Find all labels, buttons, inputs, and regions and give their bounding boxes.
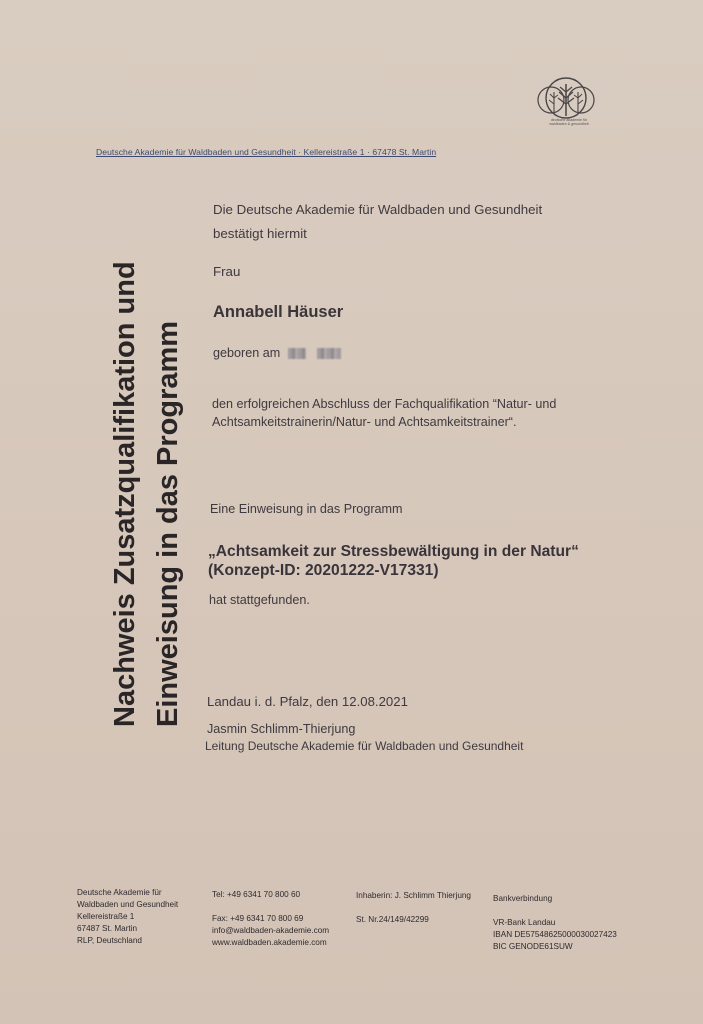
issuer-line2: bestätigt hiermit <box>213 226 307 241</box>
footer-bank-details <box>493 917 617 953</box>
program-intro: Eine Einweisung in das Programm <box>210 502 403 516</box>
salutation: Frau <box>213 264 241 279</box>
footer-fax: Fax: +49 6341 70 800 69 <box>212 914 304 923</box>
footer-address-line: Waldbaden und Gesundheit <box>77 900 179 909</box>
issuer-line1: Die Deutsche Akademie für Waldbaden und Gesundheit <box>213 202 543 217</box>
footer-iban: IBAN DE57548625000030027423 <box>493 930 617 939</box>
redacted-day <box>288 348 306 359</box>
signer-role: Leitung Deutsche Akademie für Waldbaden und Gesundheit <box>205 739 524 753</box>
program-title: „Achtsamkeit zur Stressbewältigung in der Natur“ <box>208 543 579 560</box>
logo-caption: deutsche akademie für waldbaden & gesundheit <box>549 118 589 126</box>
footer-owner: Inhaberin: J. Schlimm Thierjung <box>356 891 471 900</box>
program-outcome: hat stattgefunden. <box>209 593 310 607</box>
footer-email-link[interactable]: info@waldbaden-akademie.com <box>212 926 330 935</box>
footer-contact <box>212 913 329 949</box>
redacted-year <box>317 348 341 359</box>
vertical-title-line2: Einweisung in das Programm <box>152 320 184 727</box>
footer-address-line: RLP, Deutschland <box>77 936 142 945</box>
footer-phone: Tel: +49 6341 70 800 60 <box>212 890 301 899</box>
footer-tax-number: St. Nr.24/149/42299 <box>356 915 429 924</box>
footer-website-link[interactable]: www.waldbaden.akademie.com <box>212 938 327 947</box>
recipient-name: Annabell Häuser <box>213 303 344 321</box>
program-id: (Konzept-ID: 20201222-V17331) <box>208 562 439 579</box>
footer-address <box>77 887 178 947</box>
sender-address-line: Deutsche Akademie für Waldbaden und Gesundheit · Kellereistraße 1 · 67478 St. Martin <box>96 147 437 157</box>
vertical-title <box>104 207 190 727</box>
footer-bic: BIC GENODE61SUW <box>493 942 573 951</box>
footer-address-line: 67487 St. Martin <box>77 924 138 933</box>
completion-line2: Achtsamkeitstrainerin/Natur- und Achtsamkeitstrainer“. <box>212 415 517 429</box>
birth-date-row <box>213 346 341 360</box>
vertical-title-line1: Nachweis Zusatzqualifikation und <box>109 261 141 727</box>
place-date: Landau i. d. Pfalz, den 12.08.2021 <box>207 694 408 709</box>
completion-line1: den erfolgreichen Abschluss der Fachqualifikation “Natur- und <box>212 397 557 411</box>
signer-name: Jasmin Schlimm-Thierjung <box>207 722 356 736</box>
footer-bank-name: VR-Bank Landau <box>493 918 556 927</box>
footer-address-line: Deutsche Akademie für <box>77 888 162 897</box>
footer-address-line: Kellereistraße 1 <box>77 912 135 921</box>
footer-bank-heading: Bankverbindung <box>493 894 553 903</box>
born-label: geboren am <box>213 346 281 360</box>
